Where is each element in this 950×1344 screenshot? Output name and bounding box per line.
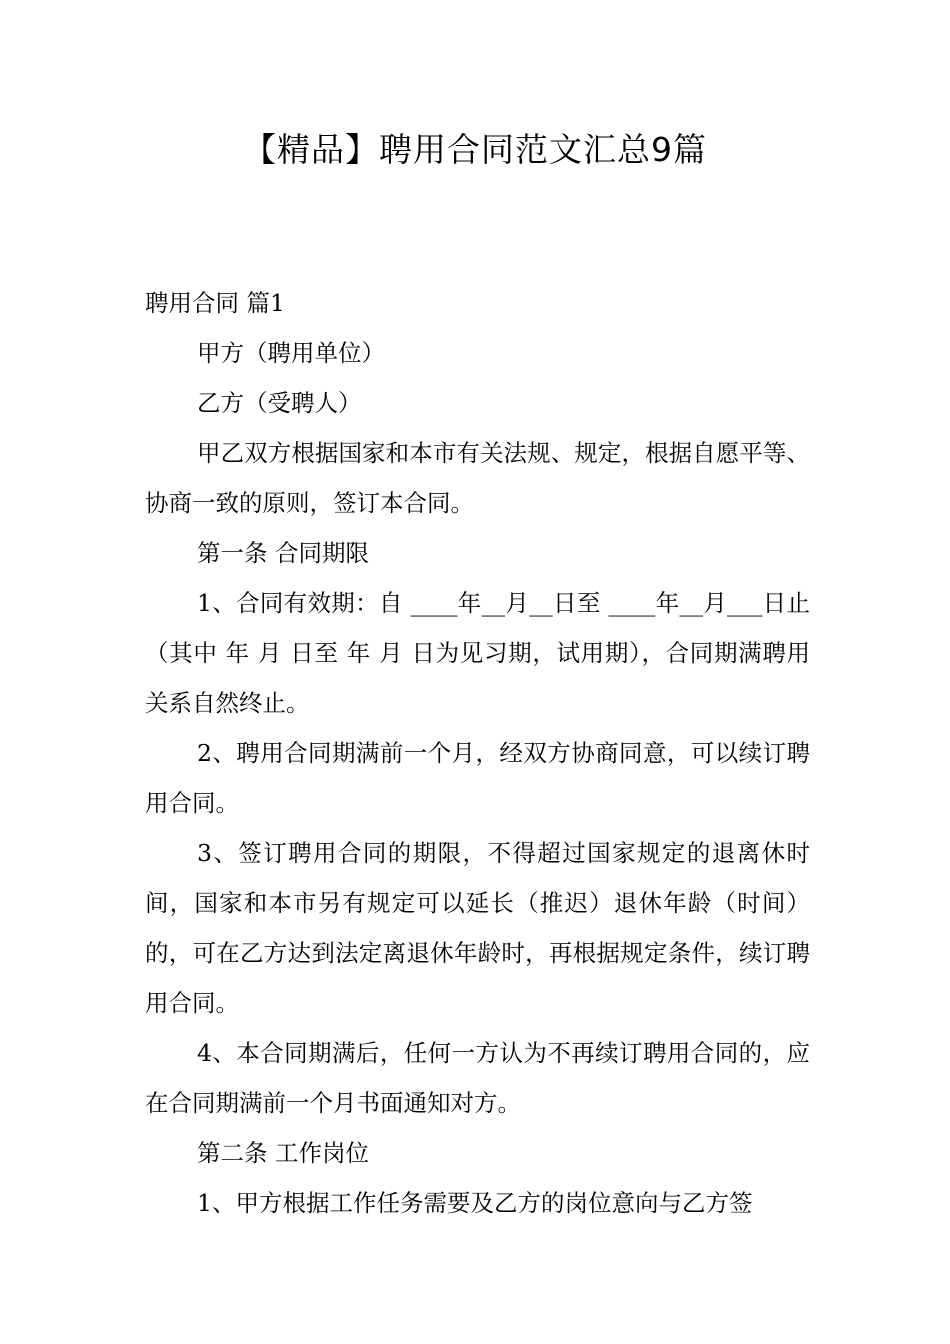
clause-1-4: 4、本合同期满后，任何一方认为不再续订聘用合同的，应在合同期满前一个月书面通知对方。	[145, 1039, 810, 1117]
document-title: 【精品】聘用合同范文汇总9篇	[243, 130, 707, 169]
clause-2-1: 1、甲方根据工作任务需要及乙方的岗位意向与乙方签	[197, 1189, 753, 1217]
clause-1-1: 1、合同有效期：自 ____年__月__日至 ____年__月___日止（其中 年 月 日至 年 月 日为见习期，试用期），合同期满聘用关系自然终止。	[145, 589, 810, 717]
article-2-heading: 第二条 工作岗位	[197, 1139, 369, 1167]
document-body	[145, 278, 810, 1228]
preamble-paragraph: 甲乙双方根据国家和本市有关法规、规定，根据自愿平等、协商一致的原则，签订本合同。	[145, 439, 810, 517]
section-heading: 聘用合同 篇1	[145, 289, 285, 317]
article-1-heading: 第一条 合同期限	[197, 539, 369, 567]
party-b-line: 乙方（受聘人）	[197, 389, 362, 417]
party-a-line: 甲方（聘用单位）	[197, 339, 385, 367]
clause-1-3: 3、签订聘用合同的期限，不得超过国家规定的退离休时间，国家和本市另有规定可以延长（推迟）退休年龄（时间）的，可在乙方达到法定离退休年龄时，再根据规定条件，续订聘用合同。	[145, 839, 810, 1017]
clause-1-2: 2、聘用合同期满前一个月，经双方协商同意，可以续订聘用合同。	[145, 739, 810, 817]
